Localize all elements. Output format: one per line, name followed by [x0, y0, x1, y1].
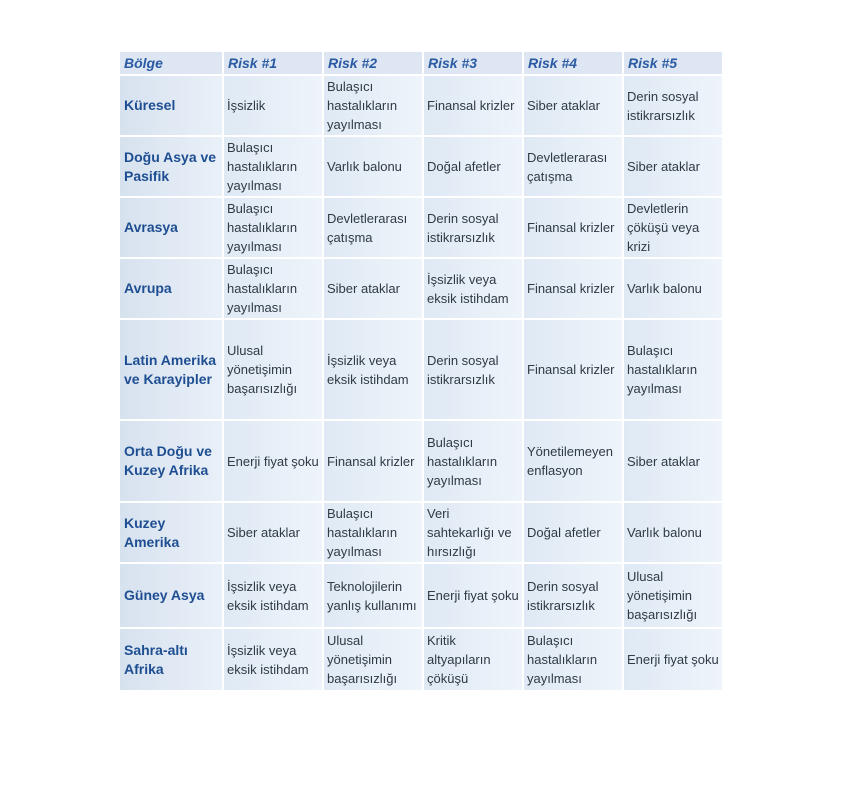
- region-cell: Küresel: [120, 76, 222, 135]
- risk-cell: Enerji fiyat şoku: [424, 564, 522, 627]
- region-cell: Avrasya: [120, 198, 222, 257]
- risk-cell: İşsizlik veya eksik istihdam: [424, 259, 522, 318]
- risk-cell: Finansal krizler: [524, 320, 622, 419]
- header-risk-4: Risk #4: [524, 52, 622, 74]
- risk-cell: Veri sahtekarlığı ve hırsızlığı: [424, 503, 522, 562]
- table-row: [120, 76, 722, 135]
- header-risk-3: Risk #3: [424, 52, 522, 74]
- risk-cell: Bulaşıcı hastalıkların yayılması: [624, 320, 722, 419]
- risk-cell: Kritik altyapıların çöküşü: [424, 629, 522, 690]
- risk-cell: Bulaşıcı hastalıkların yayılması: [424, 421, 522, 501]
- table-row: [120, 421, 722, 501]
- risk-cell: Enerji fiyat şoku: [224, 421, 322, 501]
- risk-cell: Derin sosyal istikrarsızlık: [624, 76, 722, 135]
- risk-cell: İşsizlik: [224, 76, 322, 135]
- risk-cell: Yönetilemeyen enflasyon: [524, 421, 622, 501]
- risk-cell: Devletlerin çöküşü veya krizi: [624, 198, 722, 257]
- region-cell: Latin Amerika ve Karayipler: [120, 320, 222, 419]
- risk-cell: Bulaşıcı hastalıkların yayılması: [224, 198, 322, 257]
- risk-cell: Doğal afetler: [524, 503, 622, 562]
- table-row: [120, 259, 722, 318]
- risk-cell: Finansal krizler: [524, 259, 622, 318]
- region-cell: Kuzey Amerika: [120, 503, 222, 562]
- region-cell: Orta Doğu ve Kuzey Afrika: [120, 421, 222, 501]
- risk-cell: Finansal krizler: [424, 76, 522, 135]
- risk-cell: Ulusal yönetişimin başarısızlığı: [624, 564, 722, 627]
- risk-cell: Bulaşıcı hastalıkların yayılması: [224, 259, 322, 318]
- table-row: [120, 629, 722, 690]
- risk-cell: Varlık balonu: [624, 259, 722, 318]
- risk-cell: İşsizlik veya eksik istihdam: [224, 564, 322, 627]
- risk-cell: Teknolojilerin yanlış kullanımı: [324, 564, 422, 627]
- risk-cell: İşsizlik veya eksik istihdam: [324, 320, 422, 419]
- risk-cell: Finansal krizler: [524, 198, 622, 257]
- risk-cell: Bulaşıcı hastalıkların yayılması: [524, 629, 622, 690]
- risk-cell: Enerji fiyat şoku: [624, 629, 722, 690]
- table-row: [120, 137, 722, 196]
- risk-cell: Devletlerarası çatışma: [324, 198, 422, 257]
- region-cell: Sahra-altı Afrika: [120, 629, 222, 690]
- risk-cell: Bulaşıcı hastalıkların yayılması: [324, 503, 422, 562]
- region-cell: Avrupa: [120, 259, 222, 318]
- risk-cell: Ulusal yönetişimin başarısızlığı: [324, 629, 422, 690]
- risk-cell: Siber ataklar: [224, 503, 322, 562]
- risk-cell: Devletlerarası çatışma: [524, 137, 622, 196]
- regional-risk-table: [118, 50, 724, 692]
- risk-cell: Siber ataklar: [324, 259, 422, 318]
- risk-cell: İşsizlik veya eksik istihdam: [224, 629, 322, 690]
- table-header-row: [120, 52, 722, 74]
- risk-cell: Derin sosyal istikrarsızlık: [424, 320, 522, 419]
- risk-cell: Bulaşıcı hastalıkların yayılması: [324, 76, 422, 135]
- header-risk-1: Risk #1: [224, 52, 322, 74]
- risk-cell: Finansal krizler: [324, 421, 422, 501]
- risk-cell: Derin sosyal istikrarsızlık: [524, 564, 622, 627]
- risk-cell: Siber ataklar: [624, 421, 722, 501]
- table-row: [120, 320, 722, 419]
- risk-cell: Ulusal yönetişimin başarısızlığı: [224, 320, 322, 419]
- risk-cell: Siber ataklar: [624, 137, 722, 196]
- risk-cell: Siber ataklar: [524, 76, 622, 135]
- risk-cell: Bulaşıcı hastalıkların yayılması: [224, 137, 322, 196]
- table-row: [120, 503, 722, 562]
- header-region: Bölge: [120, 52, 222, 74]
- table-row: [120, 564, 722, 627]
- risk-cell: Doğal afetler: [424, 137, 522, 196]
- table-row: [120, 198, 722, 257]
- region-cell: Güney Asya: [120, 564, 222, 627]
- region-cell: Doğu Asya ve Pasifik: [120, 137, 222, 196]
- risk-cell: Derin sosyal istikrarsızlık: [424, 198, 522, 257]
- header-risk-2: Risk #2: [324, 52, 422, 74]
- risk-cell: Varlık balonu: [324, 137, 422, 196]
- risk-cell: Varlık balonu: [624, 503, 722, 562]
- header-risk-5: Risk #5: [624, 52, 722, 74]
